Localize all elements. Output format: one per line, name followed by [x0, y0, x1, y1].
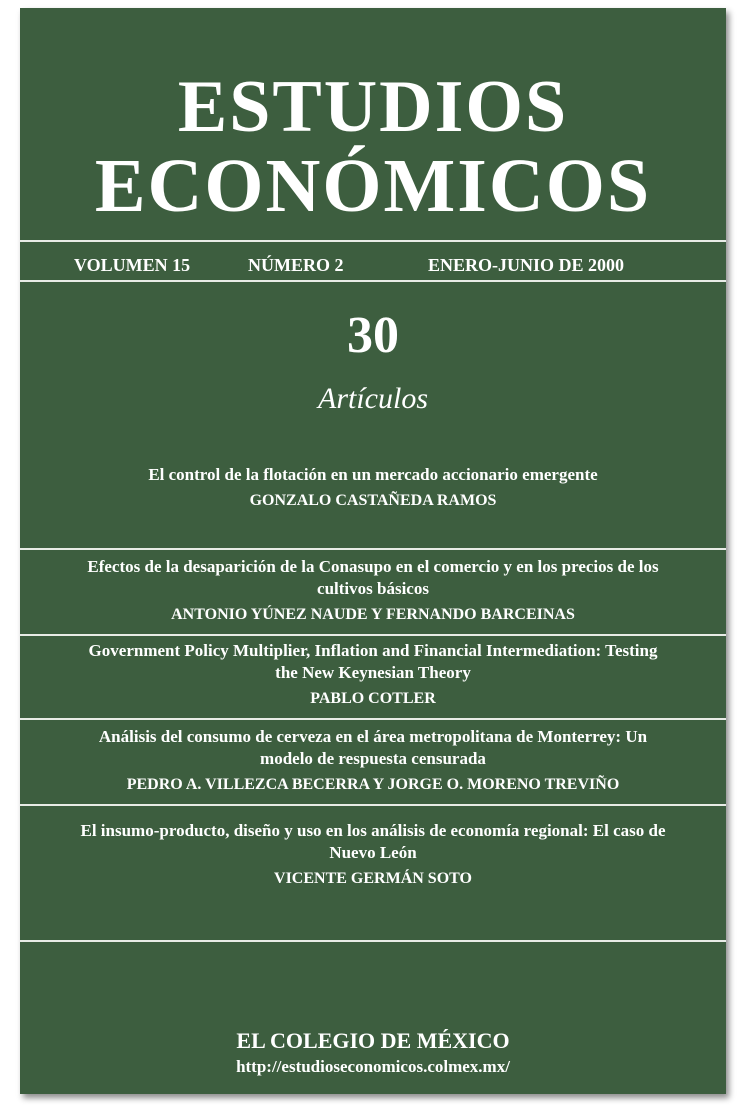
journal-title-line2: ECONÓMICOS	[94, 144, 652, 228]
publisher-name: EL COLEGIO DE MÉXICO	[236, 1028, 510, 1053]
divider	[20, 280, 726, 282]
issue-number: 30	[347, 307, 399, 364]
article-title: El insumo-producto, diseño y uso en los análisis de economía regional: El caso de Nuevo León	[80, 821, 666, 862]
article-authors: VICENTE GERMÁN SOTO	[274, 870, 472, 887]
article-title: El control de la flotación en un mercado accionario emergente	[148, 465, 598, 484]
article-authors: PEDRO A. VILLEZCA BECERRA Y JORGE O. MORENO TREVIÑO	[126, 776, 620, 793]
article-title: Efectos de la desaparición de la Conasupo en el comercio y en los precios de los cultivos básicos	[87, 557, 659, 598]
divider	[20, 940, 726, 942]
section-label: Artículos	[318, 382, 428, 415]
number-label: NÚMERO 2	[248, 255, 344, 275]
article-authors: ANTONIO YÚNEZ NAUDE Y FERNANDO BARCEINAS	[171, 606, 575, 623]
journal-url: http://estudioseconomicos.colmex.mx/	[236, 1057, 510, 1076]
divider	[20, 548, 726, 550]
divider	[20, 240, 726, 242]
journal-cover	[20, 8, 726, 1094]
article-authors: GONZALO CASTAÑEDA RAMOS	[249, 492, 497, 509]
period-label: ENERO-JUNIO DE 2000	[428, 255, 625, 275]
divider	[20, 634, 726, 636]
article-title: Government Policy Multiplier, Inflation and Financial Intermediation: Testing the New Keynesian Theory	[88, 641, 658, 682]
journal-title-line1: ESTUDIOS	[177, 66, 569, 148]
article-authors: PABLO COTLER	[310, 690, 436, 707]
article-title: Análisis del consumo de cerveza en el área metropolitana de Monterrey: Un modelo de respuesta censurada	[98, 727, 648, 768]
article-entry	[20, 726, 726, 796]
article-entry	[20, 640, 726, 710]
divider	[20, 718, 726, 720]
article-entry	[20, 556, 726, 626]
volume-label: VOLUMEN 15	[74, 255, 191, 275]
divider	[20, 804, 726, 806]
article-entry	[20, 464, 726, 512]
article-entry	[20, 820, 726, 890]
